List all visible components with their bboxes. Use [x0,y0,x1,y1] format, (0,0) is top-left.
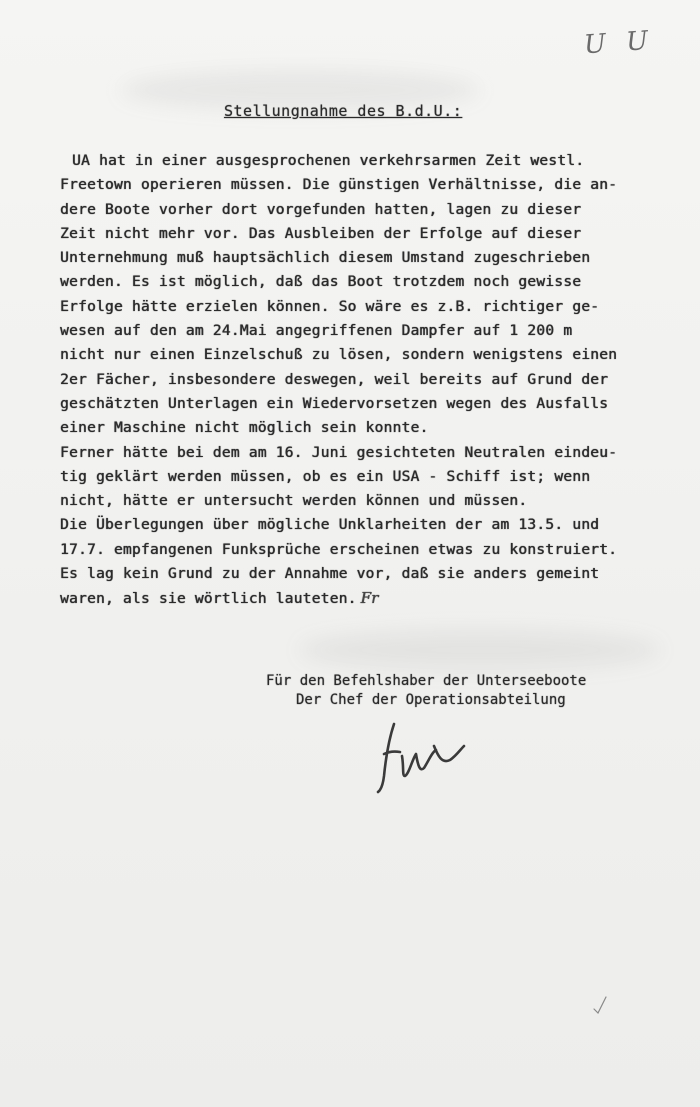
text-line: werden. Es ist möglich, daß das Boot trotzdem noch gewisse [60,273,582,291]
handwritten-signature [372,716,472,796]
text-line: tig geklärt werden müssen, ob es ein USA - Schiff ist; wenn [60,467,591,485]
text-line: Es lag kein Grund zu der Annahme vor, daß sie anders gemeint [60,565,600,583]
signature-role-line: Der Chef der Operationsabteilung [296,692,566,708]
corner-handwritten-note: U U [582,25,655,61]
document-heading: Stellungnahme des B.d.U.: [224,102,463,120]
text-line: nicht, hätte er untersucht werden können und müssen. [60,492,528,510]
text-line: einer Maschine nicht möglich sein konnte. [60,419,429,437]
handwritten-initial: Fr [360,589,379,608]
statement-paragraph [60,149,660,611]
text-line: dere Boote vorher dort vorgefunden hatten, lagen zu dieser [60,200,582,218]
scan-smudge [300,630,660,670]
text-line: 2er Fächer, insbesondere deswegen, weil bereits auf Grund der [60,370,609,388]
text-line: 17.7. empfangenen Funksprüche erscheinen etwas zu konstruiert. [60,540,618,558]
text-line: Erfolge hätte erzielen können. So wäre es z.B. richtiger ge- [60,297,600,315]
text-line: Unternehmung muß hauptsächlich diesem Umstand zugeschrieben [60,249,591,267]
text-line: geschätzten Unterlagen ein Wiedervorsetzen wegen des Ausfalls [60,394,609,412]
text-line: Freetown operieren müssen. Die günstigen Verhältnisse, die an- [60,176,618,194]
text-line: Zeit nicht mehr vor. Das Ausbleiben der Erfolge auf dieser [60,224,582,242]
text-line: Die Überlegungen über mögliche Unklarheiten der am 13.5. und [60,516,600,534]
text-line: UA hat in einer ausgesprochenen verkehrsarmen Zeit westl. [72,152,585,169]
signature-block [266,672,666,710]
signature-title-line: Für den Befehlshaber der Unterseeboote [266,673,587,689]
text-line: Ferner hätte bei dem am 16. Juni gesichteten Neutralen eindeu- [60,443,618,461]
text-line: nicht nur einen Einzelschuß zu lösen, sondern wenigstens einen [60,346,618,364]
text-line: waren, als sie wörtlich lauteten. [60,590,357,608]
text-line: wesen auf den am 24.Mai angegriffenen Dampfer auf 1 200 m [60,322,573,340]
text-line-last [60,586,660,610]
pencil-tick-mark [592,995,608,1015]
